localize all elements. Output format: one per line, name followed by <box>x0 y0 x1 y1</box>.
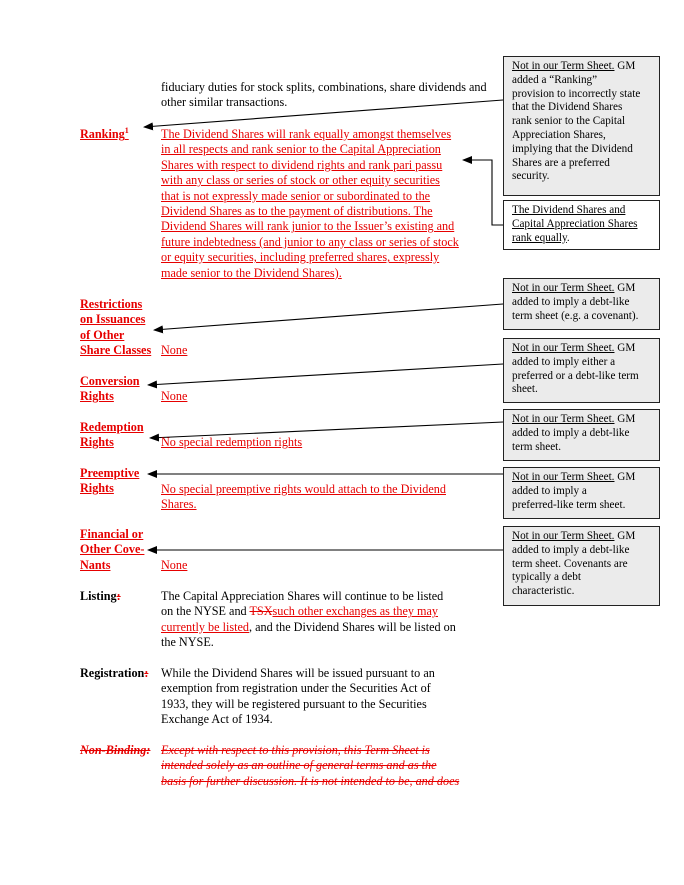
listing-text: The Capital Appreciation Shares will continue to be listed on the NYSE and TSXsuch other exchanges as they may currently be listed, and the Dividend Shares will be listed on the NYSE. <box>161 589 456 650</box>
arrow-c3 <box>154 304 503 330</box>
comment-box-restrictions[interactable]: Not in our Term Sheet. GM added to imply a debt-like term sheet (e.g. a covenant). <box>503 278 660 330</box>
redemption-value: No special redemption rights <box>161 435 303 449</box>
non-binding-text: Except with respect to this provision, this Term Sheet is intended solely as an outline of general terms and as the basis for further discussion. It is not intended to be, and does <box>161 743 460 788</box>
arrow-c4 <box>148 364 503 385</box>
non-binding-label: Non-Binding: <box>80 743 151 757</box>
redemption-label: Redemption Rights <box>80 420 144 450</box>
financial-value: None <box>161 558 188 572</box>
comment-box-redemption[interactable]: Not in our Term Sheet. GM added to imply a debt-like term sheet. <box>503 409 660 461</box>
restrictions-label: Restrictions on Issuances of Other Share Classes <box>80 297 152 358</box>
footnote-ref[interactable]: 1 <box>124 125 129 135</box>
preemptive-label: Preemptive Rights <box>80 466 140 496</box>
intro-text: fiduciary duties for stock splits, combinations, share dividends and other similar transactions. <box>161 80 487 110</box>
preemptive-value: No special preemptive rights would attach to the Dividend Shares. <box>161 482 446 512</box>
comment-box-preemptive[interactable]: Not in our Term Sheet. GM added to imply a preferred-like term sheet. <box>503 467 660 519</box>
registration-label: Registration: <box>80 666 149 680</box>
restrictions-value: None <box>161 343 188 357</box>
comment-box-rank-equally[interactable]: The Dividend Shares and Capital Appreciation Shares rank equally. <box>503 200 660 250</box>
comment-box-conversion[interactable]: Not in our Term Sheet. GM added to imply either a preferred or a debt-like term sheet. <box>503 338 660 403</box>
conversion-value: None <box>161 389 188 403</box>
listing-label: Listing: <box>80 589 121 603</box>
financial-label: Financial or Other Cove- Nants <box>80 527 145 572</box>
ranking-label: Ranking$^1$ <box>80 125 129 141</box>
comment-box-financial[interactable]: Not in our Term Sheet. GM added to imply a debt-like term sheet. Covenants are typically a debt characteristic. <box>503 526 660 606</box>
ranking-text: The Dividend Shares will rank equally amongst themselves in all respects and rank senior to the Capital Appreciation Shares with respect to dividend rights and rank pari passu with any class or series of stock or other equity securities that is not expressly made senior or subordinated to the Dividend Shares as to the payment of distributions. The Dividend Shares will rank junior to the Issuer’s existing and future indebtedness (and junior to any class or series of stock or equity securities, including preferred shares, expressly made senior to the Dividend Shares). <box>161 127 459 280</box>
comment-box-ranking[interactable]: Not in our Term Sheet. GM added a “Ranking” provision to incorrectly state that the Dividend Shares rank senior to the Capital Appreciation Shares, implying that the Dividend Shares are a preferred security. <box>503 56 660 196</box>
conversion-label: Conversion Rights <box>80 374 140 404</box>
registration-text: While the Dividend Shares will be issued pursuant to an exemption from registration under the Securities Act of 1933, they will be registered pursuant to the Securities Exchange Act of 1934. <box>161 666 435 727</box>
